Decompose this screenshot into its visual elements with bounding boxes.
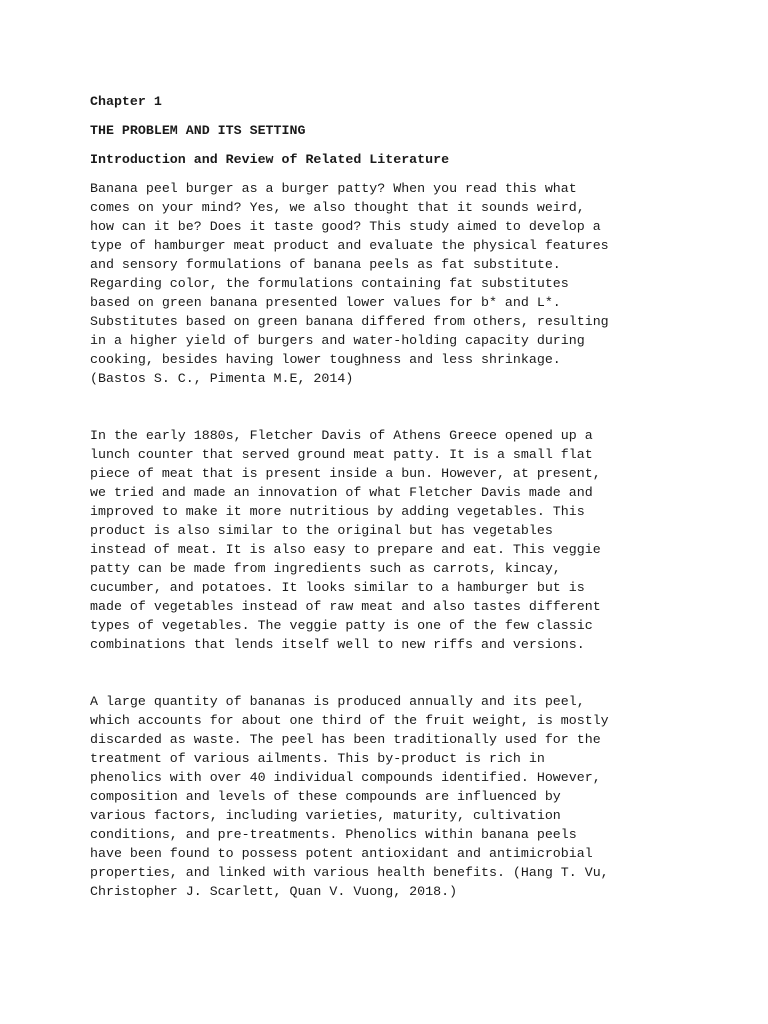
paragraph-line: in a higher yield of burgers and water-holding capacity during [90, 333, 585, 348]
subsection-title: Introduction and Review of Related Literature [90, 152, 450, 167]
paragraph-line: treatment of various ailments. This by-product is rich in [90, 751, 545, 766]
citation-line: (Bastos S. C., Pimenta M.E, 2014) [90, 371, 354, 386]
paragraph-line: patty can be made from ingredients such as carrots, kincay, [90, 561, 561, 576]
paragraph-line: combinations that lends itself well to new riffs and versions. [90, 637, 585, 652]
paragraph-line: Regarding color, the formulations containing fat substitutes [90, 276, 569, 291]
paragraph-line: improved to make it more nutritious by adding vegetables. This [90, 504, 585, 519]
paragraph-line: piece of meat that is present inside a bun. However, at present, [90, 466, 601, 481]
paragraph-line: and sensory formulations of banana peels as fat substitute. [90, 257, 561, 272]
paragraph-line: conditions, and pre-treatments. Phenolics within banana peels [90, 827, 577, 842]
paragraph-line: product is also similar to the original but has vegetables [90, 523, 553, 538]
paragraph-line: cucumber, and potatoes. It looks similar to a hamburger but is [90, 580, 585, 595]
paragraph-line: we tried and made an innovation of what Fletcher Davis made and [90, 485, 593, 500]
paragraph-line: type of hamburger meat product and evaluate the physical features [90, 238, 609, 253]
paragraph-line: made of vegetables instead of raw meat and also tastes different [90, 599, 601, 614]
section-title: THE PROBLEM AND ITS SETTING [90, 123, 306, 138]
paragraph-line: various factors, including varieties, maturity, cultivation [90, 808, 561, 823]
document-body [90, 92, 690, 901]
paragraph-line: how can it be? Does it taste good? This study aimed to develop a [90, 219, 601, 234]
paragraph-1 [90, 179, 690, 388]
paragraph-line: Substitutes based on green banana differed from others, resulting [90, 314, 609, 329]
paragraph-line: properties, and linked with various health benefits. (Hang T. Vu, [90, 865, 609, 880]
paragraph-3 [90, 692, 690, 901]
paragraph-line: discarded as waste. The peel has been traditionally used for the [90, 732, 601, 747]
chapter-heading: Chapter 1 [90, 94, 162, 109]
paragraph-line: cooking, besides having lower toughness and less shrinkage. [90, 352, 561, 367]
paragraph-line: based on green banana presented lower values for b* and L*. [90, 295, 561, 310]
paragraph-line: lunch counter that served ground meat patty. It is a small flat [90, 447, 593, 462]
paragraph-line: which accounts for about one third of the fruit weight, is mostly [90, 713, 609, 728]
paragraph-2 [90, 426, 690, 654]
paragraph-line: types of vegetables. The veggie patty is one of the few classic [90, 618, 593, 633]
paragraph-line: have been found to possess potent antioxidant and antimicrobial [90, 846, 593, 861]
paragraph-line: composition and levels of these compounds are influenced by [90, 789, 561, 804]
paragraph-line: Banana peel burger as a burger patty? When you read this what [90, 181, 577, 196]
paragraph-line: In the early 1880s, Fletcher Davis of Athens Greece opened up a [90, 428, 593, 443]
paragraph-line: comes on your mind? Yes, we also thought that it sounds weird, [90, 200, 585, 215]
citation-line: Christopher J. Scarlett, Quan V. Vuong, 2018.) [90, 884, 458, 899]
paragraph-line: instead of meat. It is also easy to prepare and eat. This veggie [90, 542, 601, 557]
paragraph-line: phenolics with over 40 individual compounds identified. However, [90, 770, 601, 785]
paragraph-line: A large quantity of bananas is produced annually and its peel, [90, 694, 585, 709]
